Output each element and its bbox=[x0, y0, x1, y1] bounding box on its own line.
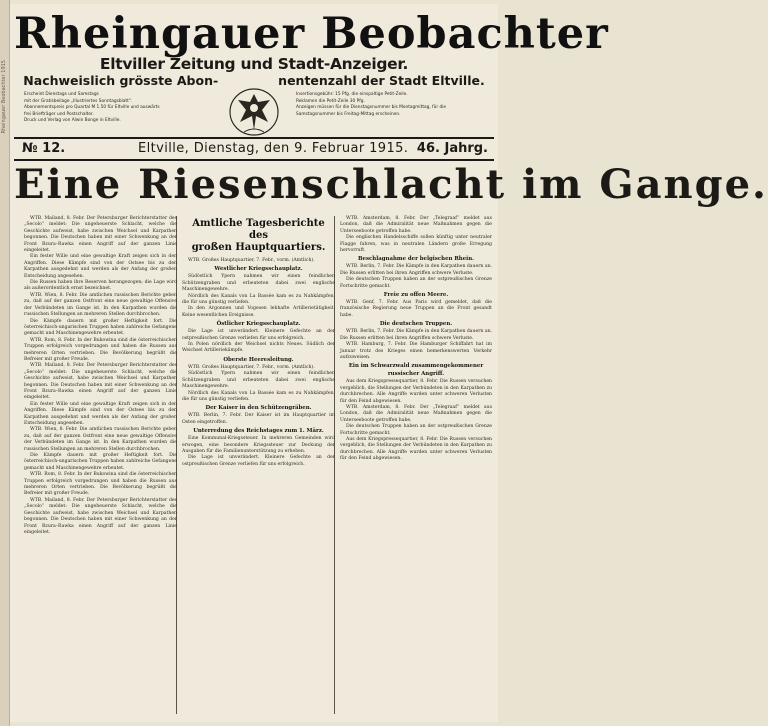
advertising-info bbox=[296, 92, 492, 118]
masthead bbox=[14, 9, 609, 88]
report-dateline: WTB. Großes Hauptquartier, 7. Febr., vorm. (Amtlich). bbox=[188, 364, 315, 370]
article-paragraph: Ein fester Wille und eine gewaltige Kraft zeigen sich in den Angriffen. Diese Kämpfe sind von der Ostsee bis zu den Karpathen ausgedehnt und werden als der Anfang der großen Entscheidung angesehen. bbox=[24, 401, 177, 426]
eagle-crest-icon bbox=[226, 86, 282, 138]
top-rule bbox=[14, 137, 494, 139]
article-paragraph: Eine Kommunal-Kriegssteuer. In mehreren Gemeinden wird erwogen, eine besondere Kriegssteuer zur Deckung der Ausgaben für die Familienunterstützung zu erheben. bbox=[182, 436, 335, 454]
circulation-claim-right: nentenzahl der Stadt Eltville. bbox=[278, 73, 485, 88]
subsection-heading: Die deutschen Truppen. bbox=[379, 321, 453, 328]
article-paragraph: Die Lage ist unverändert. Kleinere Gefechte an der ostpreußischen Grenze verliefen für uns erfolgreich. bbox=[182, 329, 335, 341]
article-paragraph: Südöstlich Ypern nahmen wir einen feindlichen Schützengraben und erbeuteten dabei zwei englische Maschinengewehre. bbox=[182, 274, 335, 293]
subsection-heading: Der Kaiser in den Schützengräben. bbox=[205, 405, 312, 412]
subsection-heading: Beschlagnahme der belgischen Rhein. bbox=[358, 256, 474, 263]
binding-edge bbox=[0, 0, 10, 726]
article-paragraph: WTB. Amsterdam, 8. Febr. Der „Telegraaf“ meldet aus London, daß die Admiralität neue Maßnahmen gegen die Unterseeboote getroffen habe. bbox=[340, 404, 492, 423]
issue-number: № 12. bbox=[22, 141, 66, 156]
article-paragraph: Aus dem Kriegspressequartier, 8. Febr. Die Russen versuchen vergeblich, die Stellungen der Verbündeten in den Karpathen zu durchbrechen. Alle Angriffe wurden unter schweren Verlusten für den Feind abgewiesen. bbox=[340, 379, 492, 404]
article-paragraph: Aus dem Kriegspressequartier, 8. Febr. Die Russen versuchen vergeblich, die Stellungen der Verbündeten in den Karpathen zu durchbrechen. Alle Angriffe wurden unter schweren Verlusten für den Feind abgewiesen. bbox=[340, 436, 492, 462]
spine-label: Rheingauer Beobachter 1915 bbox=[1, 60, 7, 134]
info-line: Samstagsnummer bis Freitag-Mittag erscheinen. bbox=[296, 111, 401, 117]
article-column-1 bbox=[24, 216, 177, 714]
main-headline: Eine Riesenschlacht im Gange. bbox=[14, 161, 768, 208]
article-column-2 bbox=[182, 216, 335, 714]
article-paragraph: Die englischen Handelsschiffe sollen künftig unter neutraler Flagge fahren, was in neutralen Ländern große Erregung hervorruft. bbox=[340, 235, 492, 254]
article-paragraph: Die deutschen Truppen haben an der ostpreußischen Grenze Fortschritte gemacht. bbox=[340, 424, 492, 436]
newspaper-subtitle: Eltviller Zeitung und Stadt-Anzeiger. bbox=[99, 55, 409, 73]
article-paragraph: In den Argonnen und Vogesen lebhafte Artillerietätigkeit. Keine wesentlichen Ereignisse. bbox=[182, 306, 335, 318]
article-paragraph: Die Lage ist unverändert. Kleinere Gefechte an der ostpreußischen Grenze verliefen für uns erfolgreich. bbox=[182, 455, 335, 467]
article-paragraph: WTB. Hamburg, 7. Febr. Die Hamburger Schiffahrt hat im Januar trotz des Krieges einen bemerkenswerten Verkehr aufzuweisen. bbox=[340, 342, 492, 360]
info-line: Anzeigen müssen für die Dienstagsnummer bis Montagmittag, für die bbox=[296, 105, 447, 110]
article-column-3 bbox=[340, 216, 492, 714]
article-paragraph: In Polen nördlich der Weichsel nichts Neues. Südlich der Weichsel Artilleriekämpfe. bbox=[182, 342, 335, 354]
article-paragraph: WTB. Mailand, 8. Febr. Der Petersburger Berichterstatter des „Secolo“ meldet: Die ungeheuerste Schlacht, welche die Geschichte aufweist, habe zwischen Weichsel und Karpathen begonnen. Die Deutschen haben mit einer Schwenkung an der Front Bzura–Rawka einen Angriff auf der ganzen Linie eingeleitet. bbox=[24, 216, 177, 254]
info-line: frei Briefträger und Postschalter. bbox=[24, 111, 94, 117]
article-paragraph: Nördlich des Kanals von La Bassée kam es zu Nahkämpfen, die für uns günstig verliefen. bbox=[182, 293, 335, 306]
info-line: Druck und Verlag von Alwin Bonge in Eltville. bbox=[24, 118, 121, 123]
issue-date: Eltville, Dienstag, den 9. Februar 1915. bbox=[138, 141, 409, 156]
info-line: Erscheint Dienstags und Samstags bbox=[24, 92, 99, 97]
article-paragraph: WTB. Genf, 7. Febr. Aus Paris wird gemeldet, daß die französische Regierung neue Truppen an die Front gesandt habe. bbox=[340, 300, 492, 318]
article-paragraph: Südöstlich Ypern nahmen wir einen feindlichen Schützengraben und erbeuteten dabei zwei englische Maschinengewehre. bbox=[182, 371, 335, 390]
section-heading: Amtliche Tagesberichte des bbox=[192, 218, 325, 241]
section-heading: großen Hauptquartiers. bbox=[191, 242, 326, 253]
article-paragraph: Ein fester Wille und eine gewaltige Kraft zeigen sich in den Angriffen. Diese Kämpfe sind von der Ostsee bis zu den Karpathen ausgedehnt und werden als der Anfang der großen Entscheidung angesehen. bbox=[24, 254, 177, 279]
report-dateline: WTB. Großes Hauptquartier, 7. Febr., vorm. (Amtlich). bbox=[188, 258, 315, 263]
signature-line: Oberste Heeresleitung. bbox=[223, 356, 294, 363]
article-paragraph: WTB. Berlin, 7. Febr. Der Kaiser ist im Hauptquartier im Osten eingetroffen. bbox=[182, 413, 335, 425]
newspaper-title: Rheingauer Beobachter bbox=[14, 9, 609, 59]
article-paragraph: WTB. Mailand, 8. Febr. Der Petersburger Berichterstatter des „Secolo“ meldet: Die ungeheuerste Schlacht, welche die Geschichte aufweist, habe zwischen Weichsel und Karpathen begonnen. Die Deutschen haben mit einer Schwenkung an der Front Bzura–Rawka einen Angriff auf der ganzen Linie eingeleitet. bbox=[24, 497, 177, 535]
theater-heading: Westlicher Kriegsschauplatz. bbox=[214, 266, 303, 273]
info-line: Insertionsgebühr: 15 Pfg. die einspaltige Petit-Zeile. bbox=[296, 92, 408, 97]
article-paragraph: Nördlich des Kanals von La Bassée kam es zu Nahkämpfen, die für uns günstig verliefen. bbox=[182, 390, 335, 402]
publication-info bbox=[24, 92, 214, 125]
theater-heading: Östlicher Kriegsschauplatz. bbox=[216, 321, 301, 328]
article-paragraph: WTB. Wien, 8. Febr. Die amtlichen russischen Berichte geben zu, daß auf der ganzen Ostfront eine neue gewaltige Offensive der Verbündeten im Gange ist. In den Karpathen wurden die russischen Stellungen an mehreren Stellen durchbrochen. bbox=[24, 292, 177, 318]
article-paragraph: Die deutschen Truppen haben an der ostpreußischen Grenze Fortschritte gemacht. bbox=[340, 277, 492, 289]
article-paragraph: Die Kämpfe dauern mit großer Heftigkeit fort. Die österreichisch-ungarischen Truppen haben zahlreiche Gefangene gemacht und Maschinengewehre erbeutet. bbox=[24, 453, 177, 471]
subsection-heading: Freie zu offen Meere. bbox=[383, 292, 449, 299]
article-paragraph: Die Russen haben ihre Reserven herangezogen; die Lage wird als außerordentlich ernst bezeichnet. bbox=[24, 280, 177, 292]
subsection-heading: Unterredung des Reichstages zum 1. März. bbox=[193, 428, 324, 435]
info-line: mit der Gratisbeilage „Illustriertes Sonntagsblatt“. bbox=[24, 98, 133, 104]
volume-number: 46. Jahrg. bbox=[416, 141, 488, 156]
article-paragraph: WTB. Mailand, 8. Febr. Der Petersburger Berichterstatter des „Secolo“ meldet: Die ungeheuerste Schlacht, welche die Geschichte aufweist, habe zwischen Weichsel und Karpathen begonnen. Die Deutschen haben mit einer Schwenkung an der Front Bzura–Rawka einen Angriff auf der ganzen Linie eingeleitet. bbox=[24, 363, 177, 401]
article-paragraph: Die Kämpfe dauern mit großer Heftigkeit fort. Die österreichisch-ungarischen Truppen haben zahlreiche Gefangene gemacht und Maschinengewehre erbeutet. bbox=[24, 318, 177, 337]
article-paragraph: WTB. Rom, 8. Febr. In der Bukowina sind die österreichischen Truppen erfolgreich vorgedrungen und haben die Russen aus mehreren Orten vertrieben. Die Bevölkerung begrüßt die Befreier mit großer Freude. bbox=[24, 337, 177, 362]
circulation-claim-left: Nachweislich grösste Abon- bbox=[23, 73, 219, 88]
newspaper-page bbox=[10, 4, 768, 722]
article-paragraph: WTB. Rom, 8. Febr. In der Bukowina sind die österreichischen Truppen erfolgreich vorgedrungen und haben die Russen aus mehreren Orten vertrieben. Die Bevölkerung begrüßt die Befreier mit großer Freude. bbox=[24, 472, 177, 497]
info-line: Abonnementspreis pro Quartal M 1.50 für Eltville und auswärts bbox=[24, 105, 160, 110]
article-paragraph: WTB. Amsterdam, 8. Febr. Der „Telegraaf“ meldet aus London, daß die Admiralität neue Maßnahmen gegen die Unterseeboote getroffen habe. bbox=[340, 216, 492, 234]
article-paragraph: WTB. Berlin, 7. Febr. Die Kämpfe in den Karpathen dauern an. Die Russen erlitten bei ihren Angriffen schwere Verluste. bbox=[340, 329, 492, 341]
subsection-heading: Ein im Schwarzwald zusammengekommener russischer Angriff. bbox=[348, 363, 484, 378]
article-paragraph: WTB. Wien, 8. Febr. Die amtlichen russischen Berichte geben zu, daß auf der ganzen Ostfront eine neue gewaltige Offensive der Verbündeten im Gange ist. In den Karpathen wurden die russischen Stellungen an mehreren Stellen durchbrochen. bbox=[24, 427, 177, 452]
article-paragraph: WTB. Berlin, 7. Febr. Die Kämpfe in den Karpathen dauern an. Die Russen erlitten bei ihren Angriffen schwere Verluste. bbox=[340, 264, 492, 276]
dateline bbox=[14, 140, 494, 158]
info-line: Reklamen die Petit-Zeile 30 Pfg. bbox=[296, 98, 365, 104]
